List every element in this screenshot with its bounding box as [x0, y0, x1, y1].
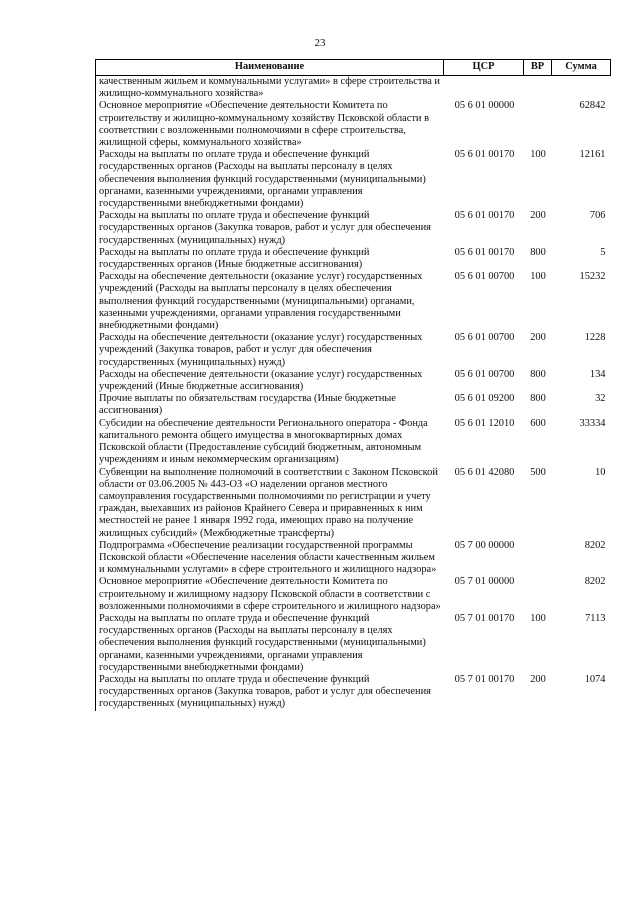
table-row [96, 149, 611, 210]
row-vr-code: 800 [530, 368, 546, 380]
row-name: Субсидии на обеспечение деятельности Регионального оператора - Фонда капитального ремонта общего имущества в многоквартирных домах Псковской области (Предоставление субсидий бюджетным, автономным учреждениям и иным некоммерческим организациям) [96, 418, 444, 467]
header-vr: ВР [524, 60, 552, 76]
table-row [96, 76, 611, 101]
table-row [96, 418, 611, 467]
row-vr-code [524, 576, 552, 613]
row-sum-value: 12161 [579, 149, 606, 161]
row-name: Расходы на обеспечение деятельности (оказание услуг) государственных учреждений (Расходы на выплаты персоналу в целях обеспечения выполнения функций государственными (муниципальными) органами, казенными учреждениями, органами управления государственными внебюджетными фондами) [96, 271, 444, 332]
row-vr-code: 200 [530, 332, 546, 344]
row-name: Субвенции на выполнение полномочий в соответствии с Законом Псковской области от 03.06.2005 № 443-ОЗ «О наделении органов местного самоуправления государственными полномочиями по регистрации и учету граждан, выехавших из районов Крайнего Севера и приравненных к ним местностей не ранее 1 января 1992 года, имеющих право на получение жилищных субсидий» (Межбюджетные трансферты) [96, 467, 444, 540]
row-sum-value: 134 [589, 368, 606, 380]
row-vr-code: 200 [530, 210, 546, 222]
table-row [96, 393, 611, 417]
row-csr-code [444, 76, 524, 101]
row-csr-code: 05 7 00 00000 [454, 539, 515, 551]
row-name: Расходы на выплаты по оплате труда и обеспечение функций государственных органов (Закупка товаров, работ и услуг для обеспечения государственных (муниципальных) нужд) [96, 674, 444, 711]
row-vr-code: 100 [530, 612, 546, 624]
row-sum-value: 8202 [584, 539, 606, 551]
row-name: Подпрограмма «Обеспечение реализации государственной программы Псковской области «Обеспечение населения области качественным жильем и коммунальными услугами» в сфере строительного и жилищного надзора» [96, 540, 444, 577]
row-vr-code: 600 [530, 417, 546, 429]
table-row [96, 332, 611, 369]
row-vr-code: 100 [530, 271, 546, 283]
row-name: Расходы на выплаты по оплате труда и обеспечение функций государственных органов (Иные бюджетные ассигнования) [96, 247, 444, 271]
row-name: Расходы на обеспечение деятельности (оказание услуг) государственных учреждений (Иные бюджетные ассигнования) [96, 369, 444, 393]
budget-table [95, 59, 611, 711]
row-sum-value: 33334 [579, 417, 606, 429]
table-header-row [96, 60, 611, 76]
row-vr-code [524, 76, 552, 101]
row-csr-code: 05 6 01 00700 [454, 368, 515, 380]
table-row [96, 247, 611, 271]
table-row [96, 369, 611, 393]
row-name: Расходы на обеспечение деятельности (оказание услуг) государственных учреждений (Закупка товаров, работ и услуг для обеспечения государственных (муниципальных) нужд) [96, 332, 444, 369]
table-row [96, 613, 611, 674]
row-csr-code: 05 6 01 00700 [454, 271, 515, 283]
header-sum: Сумма [552, 60, 611, 76]
row-sum-value: 62842 [579, 100, 606, 112]
table-row [96, 674, 611, 711]
row-sum-value: 32 [595, 393, 606, 405]
row-name: Расходы на выплаты по оплате труда и обеспечение функций государственных органов (Закупка товаров, работ и услуг для обеспечения государственных (муниципальных) нужд) [96, 210, 444, 247]
row-vr-code: 200 [530, 673, 546, 685]
row-name: Прочие выплаты по обязательствам государства (Иные бюджетные ассигнования) [96, 393, 444, 417]
row-csr-code: 05 6 01 00170 [454, 149, 515, 161]
table-row [96, 576, 611, 613]
table-row [96, 467, 611, 540]
row-sum-value: 706 [589, 210, 606, 222]
page-number: 23 [314, 37, 326, 49]
row-csr-code: 05 6 01 00700 [454, 332, 515, 344]
row-sum-value: 15232 [579, 271, 606, 283]
row-vr-code: 800 [530, 246, 546, 258]
row-csr-code: 05 7 01 00170 [454, 612, 515, 624]
row-vr-code: 800 [530, 393, 546, 405]
row-csr-code: 05 7 01 00000 [454, 576, 515, 588]
row-name: Основное мероприятие «Обеспечение деятельности Комитета по строительному и жилищному надзору Псковской области в соответствии с возложенными полномочиями в сфере строительного и жилищного надзора» [96, 576, 444, 613]
row-sum-value: 1074 [584, 673, 606, 685]
table-row [96, 100, 611, 149]
row-vr-code: 500 [530, 466, 546, 478]
row-name: качественным жильем и коммунальными услугами» в сфере строительства и жилищно-коммунального хозяйства» [96, 76, 444, 101]
row-name: Расходы на выплаты по оплате труда и обеспечение функций государственных органов (Расходы на выплаты персоналу в целях обеспечения выполнения функций государственными (муниципальными) органами, казенными учреждениями, органами управления государственными внебюджетными фондами) [96, 613, 444, 674]
row-csr-code: 05 6 01 12010 [454, 417, 515, 429]
row-sum-value: 8202 [584, 576, 606, 588]
row-sum-value: 10 [595, 466, 606, 478]
table-row [96, 271, 611, 332]
row-csr-code: 05 6 01 42080 [454, 466, 515, 478]
row-vr-code: 100 [530, 149, 546, 161]
header-name: Наименование [96, 60, 444, 76]
row-csr-code: 05 6 01 00170 [454, 246, 515, 258]
row-csr-code: 05 7 01 00170 [454, 673, 515, 685]
header-csr: ЦСР [444, 60, 524, 76]
row-sum-value [552, 76, 611, 101]
row-sum-value: 1228 [584, 332, 606, 344]
table-row [96, 210, 611, 247]
row-sum-value: 5 [600, 246, 606, 258]
table-body [96, 76, 611, 711]
row-vr-code [524, 100, 552, 149]
row-csr-code: 05 6 01 00170 [454, 210, 515, 222]
table-row [96, 540, 611, 577]
row-name: Расходы на выплаты по оплате труда и обеспечение функций государственных органов (Расходы на выплаты персоналу в целях обеспечения выполнения функций государственными (муниципальными) органами, казенными учреждениями, органами управления государственными внебюджетными фондами) [96, 149, 444, 210]
row-name: Основное мероприятие «Обеспечение деятельности Комитета по строительству и жилищно-коммунальному хозяйству Псковской области в соответствии с возложенными полномочиями в сфере строительства, жилищной сферы, коммунального хозяйства» [96, 100, 444, 149]
row-csr-code: 05 6 01 09200 [454, 393, 515, 405]
row-sum-value: 7113 [585, 612, 606, 624]
row-csr-code: 05 6 01 00000 [454, 100, 515, 112]
row-vr-code [524, 540, 552, 577]
